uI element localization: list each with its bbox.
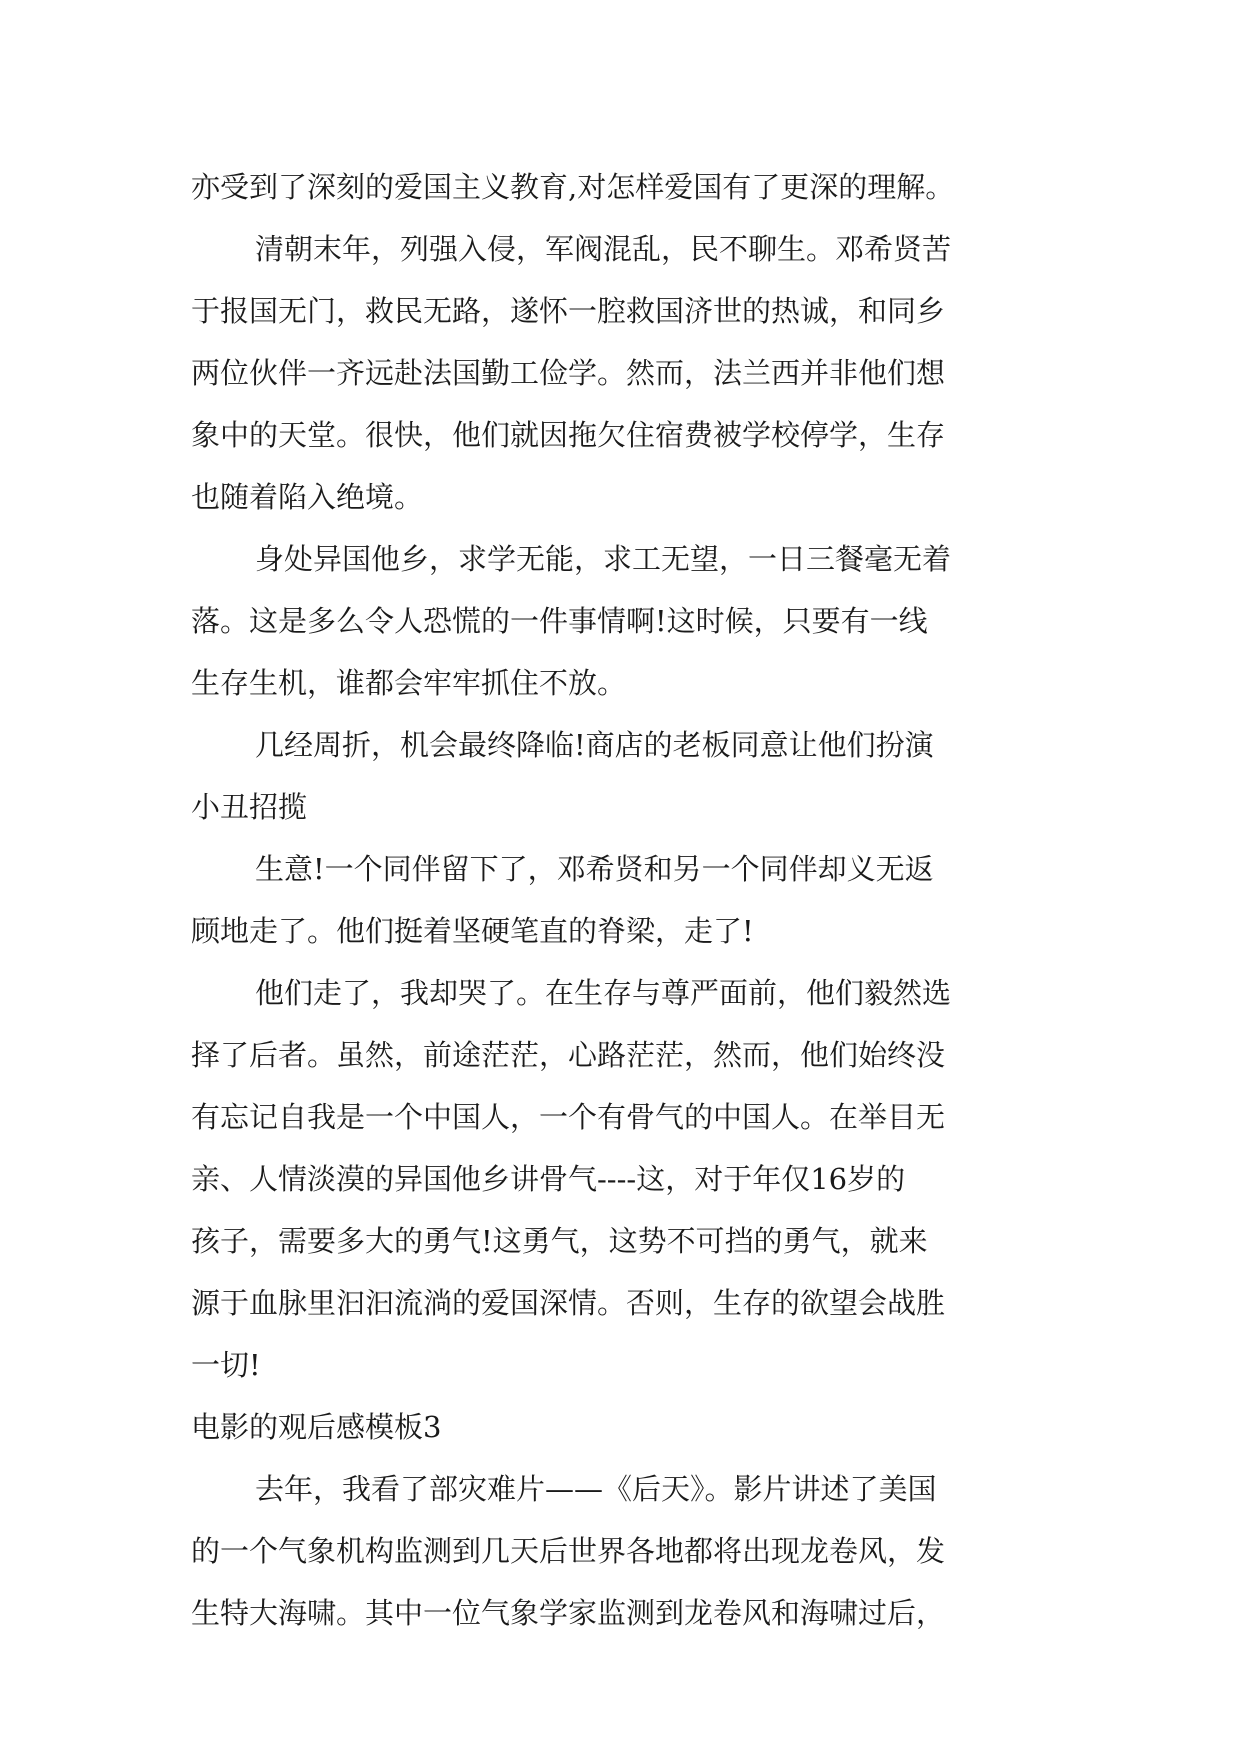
paragraph-first-line: 他们走了，我却哭了。在生存与尊严面前，他们毅然选 [255,976,952,1010]
text-line: 孩子，需要多大的勇气!这勇气，这势不可挡的勇气，就来 [191,1224,928,1258]
text-line: 生存生机，谁都会牢牢抓住不放。 [191,666,627,700]
paragraph-first-line: 几经周折，机会最终降临!商店的老板同意让他们扮演 [255,728,934,762]
text-line: 象中的天堂。很快，他们就因拖欠住宿费被学校停学，生存 [191,418,946,452]
text-line: 也随着陷入绝境。 [191,480,424,514]
document-body [191,156,1091,1644]
paragraph-first-line: 去年，我看了部灾难片——《后天》。影片讲述了美国 [255,1472,937,1506]
paragraph-first-line: 清朝末年，列强入侵，军阀混乱，民不聊生。邓希贤苦 [255,232,952,266]
paragraph-first-line: 生意!一个同伴留下了，邓希贤和另一个同伴却义无返 [255,852,934,886]
text-line: 一切! [191,1348,261,1382]
text-line: 两位伙伴一齐远赴法国勤工俭学。然而，法兰西并非他们想 [191,356,946,390]
text-line: 顾地走了。他们挺着坚硬笔直的脊梁，走了! [191,914,754,948]
text-line: 小丑招揽 [191,790,308,824]
text-line: 生特大海啸。其中一位气象学家监测到龙卷风和海啸过后， [191,1596,946,1630]
text-line: 的一个气象机构监测到几天后世界各地都将出现龙卷风，发 [191,1534,946,1568]
text-line: 于报国无门，救民无路，遂怀一腔救国济世的热诚，和同乡 [191,294,946,328]
text-line: 亦受到了深刻的爱国主义教育,对怎样爱国有了更深的理解。 [191,170,955,204]
paragraph-first-line: 身处异国他乡，求学无能，求工无望，一日三餐毫无着 [255,542,952,576]
text-line: 源于血脉里汩汩流淌的爱国深情。否则，生存的欲望会战胜 [191,1286,946,1320]
text-line: 择了后者。虽然，前途茫茫，心路茫茫，然而，他们始终没 [191,1038,946,1072]
text-line: 有忘记自我是一个中国人，一个有骨气的中国人。在举目无 [191,1100,946,1134]
text-line: 落。这是多么令人恐慌的一件事情啊!这时候，只要有一线 [191,604,928,638]
text-line: 亲、人情淡漠的异国他乡讲骨气----这，对于年仅16岁的 [191,1162,906,1196]
section-heading: 电影的观后感模板3 [191,1410,442,1444]
